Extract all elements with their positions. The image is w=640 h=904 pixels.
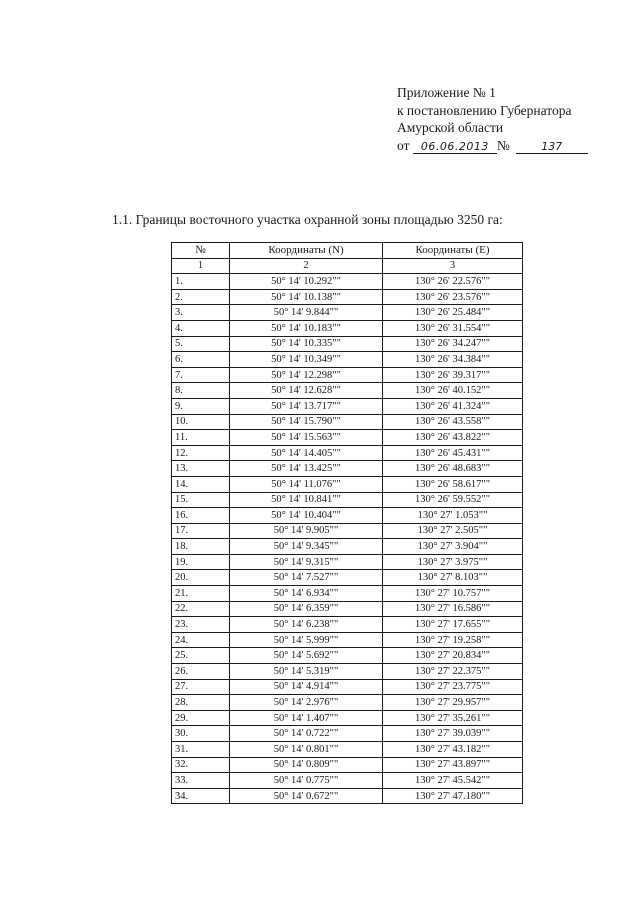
point-number-cell: 14. — [172, 476, 230, 492]
longitude-cell: 130° 27' 16.586"" — [383, 601, 523, 617]
point-number-cell: 24. — [172, 632, 230, 648]
table-index-row — [172, 258, 523, 274]
longitude-cell: 130° 27' 2.505"" — [383, 523, 523, 539]
longitude-cell: 130° 27' 47.180"" — [383, 788, 523, 804]
table-body — [172, 274, 523, 804]
point-number-cell: 12. — [172, 445, 230, 461]
latitude-cell: 50° 14' 15.563"" — [230, 430, 383, 446]
longitude-cell: 130° 26' 43.558"" — [383, 414, 523, 430]
longitude-cell: 130° 26' 45.431"" — [383, 445, 523, 461]
table-row — [172, 274, 523, 290]
latitude-cell: 50° 14' 0.801"" — [230, 742, 383, 758]
appendix-header — [397, 84, 588, 154]
table-row — [172, 430, 523, 446]
point-number-cell: 2. — [172, 289, 230, 305]
latitude-cell: 50° 14' 6.359"" — [230, 601, 383, 617]
latitude-cell: 50° 14' 0.722"" — [230, 726, 383, 742]
longitude-cell: 130° 27' 17.655"" — [383, 617, 523, 633]
latitude-cell: 50° 14' 11.076"" — [230, 476, 383, 492]
table-row — [172, 383, 523, 399]
table-row — [172, 788, 523, 804]
longitude-cell: 130° 27' 35.261"" — [383, 710, 523, 726]
section-caption: 1.1. Границы восточного участка охранной зоны площадью 3250 га: — [112, 212, 503, 227]
point-number-cell: 19. — [172, 554, 230, 570]
longitude-cell: 130° 27' 10.757"" — [383, 586, 523, 602]
latitude-cell: 50° 14' 5.999"" — [230, 632, 383, 648]
longitude-cell: 130° 26' 58.617"" — [383, 476, 523, 492]
index-cell: 1 — [172, 258, 230, 274]
column-header-north: Координаты (N) — [230, 243, 383, 259]
longitude-cell: 130° 27' 23.775"" — [383, 679, 523, 695]
table-header-row — [172, 243, 523, 259]
appendix-title: Приложение № 1 — [397, 85, 496, 100]
appendix-date-line — [397, 137, 588, 155]
point-number-cell: 8. — [172, 383, 230, 399]
table-row — [172, 445, 523, 461]
table-row — [172, 305, 523, 321]
table-row — [172, 523, 523, 539]
latitude-cell: 50° 14' 10.841"" — [230, 492, 383, 508]
table-row — [172, 773, 523, 789]
longitude-cell: 130° 27' 19.258"" — [383, 632, 523, 648]
table-row — [172, 398, 523, 414]
latitude-cell: 50° 14' 13.425"" — [230, 461, 383, 477]
handwritten-date: 06.06.2013 — [413, 140, 497, 154]
table-row — [172, 586, 523, 602]
point-number-cell: 17. — [172, 523, 230, 539]
point-number-cell: 30. — [172, 726, 230, 742]
table-row — [172, 570, 523, 586]
longitude-cell: 130° 27' 3.904"" — [383, 539, 523, 555]
table-row — [172, 742, 523, 758]
point-number-cell: 29. — [172, 710, 230, 726]
table-row — [172, 320, 523, 336]
latitude-cell: 50° 14' 9.345"" — [230, 539, 383, 555]
latitude-cell: 50° 14' 6.934"" — [230, 586, 383, 602]
point-number-cell: 13. — [172, 461, 230, 477]
date-prefix: от — [397, 137, 410, 153]
latitude-cell: 50° 14' 10.292"" — [230, 274, 383, 290]
table-row — [172, 476, 523, 492]
latitude-cell: 50° 14' 0.775"" — [230, 773, 383, 789]
longitude-cell: 130° 27' 45.542"" — [383, 773, 523, 789]
point-number-cell: 20. — [172, 570, 230, 586]
longitude-cell: 130° 26' 48.683"" — [383, 461, 523, 477]
longitude-cell: 130° 26' 41.324"" — [383, 398, 523, 414]
point-number-cell: 25. — [172, 648, 230, 664]
table-row — [172, 492, 523, 508]
longitude-cell: 130° 27' 39.039"" — [383, 726, 523, 742]
longitude-cell: 130° 26' 25.484"" — [383, 305, 523, 321]
table-row — [172, 367, 523, 383]
latitude-cell: 50° 14' 15.790"" — [230, 414, 383, 430]
point-number-cell: 33. — [172, 773, 230, 789]
appendix-resolution-line: к постановлению Губернатора — [397, 102, 572, 118]
table-row — [172, 679, 523, 695]
latitude-cell: 50° 14' 0.809"" — [230, 757, 383, 773]
index-cell: 3 — [383, 258, 523, 274]
longitude-cell: 130° 26' 59.552"" — [383, 492, 523, 508]
point-number-cell: 6. — [172, 352, 230, 368]
latitude-cell: 50° 14' 5.319"" — [230, 664, 383, 680]
table-row — [172, 554, 523, 570]
point-number-cell: 31. — [172, 742, 230, 758]
point-number-cell: 18. — [172, 539, 230, 555]
table-row — [172, 289, 523, 305]
longitude-cell: 130° 27' 29.957"" — [383, 695, 523, 711]
longitude-cell: 130° 27' 1.053"" — [383, 508, 523, 524]
latitude-cell: 50° 14' 0.672"" — [230, 788, 383, 804]
point-number-cell: 16. — [172, 508, 230, 524]
point-number-cell: 15. — [172, 492, 230, 508]
point-number-cell: 11. — [172, 430, 230, 446]
longitude-cell: 130° 27' 8.103"" — [383, 570, 523, 586]
latitude-cell: 50° 14' 10.349"" — [230, 352, 383, 368]
latitude-cell: 50° 14' 10.404"" — [230, 508, 383, 524]
point-number-cell: 27. — [172, 679, 230, 695]
table-row — [172, 414, 523, 430]
table-row — [172, 352, 523, 368]
longitude-cell: 130° 26' 39.317"" — [383, 367, 523, 383]
latitude-cell: 50° 14' 13.717"" — [230, 398, 383, 414]
longitude-cell: 130° 27' 22.375"" — [383, 664, 523, 680]
longitude-cell: 130° 27' 20.834"" — [383, 648, 523, 664]
table-row — [172, 508, 523, 524]
table-row — [172, 601, 523, 617]
longitude-cell: 130° 26' 23.576"" — [383, 289, 523, 305]
longitude-cell: 130° 26' 43.822"" — [383, 430, 523, 446]
point-number-cell: 4. — [172, 320, 230, 336]
latitude-cell: 50° 14' 5.692"" — [230, 648, 383, 664]
latitude-cell: 50° 14' 14.405"" — [230, 445, 383, 461]
appendix-region-line: Амурской области — [397, 120, 504, 135]
latitude-cell: 50° 14' 7.527"" — [230, 570, 383, 586]
latitude-cell: 50° 14' 2.976"" — [230, 695, 383, 711]
longitude-cell: 130° 26' 34.247"" — [383, 336, 523, 352]
point-number-cell: 1. — [172, 274, 230, 290]
point-number-cell: 7. — [172, 367, 230, 383]
latitude-cell: 50° 14' 4.914"" — [230, 679, 383, 695]
longitude-cell: 130° 26' 31.554"" — [383, 320, 523, 336]
latitude-cell: 50° 14' 9.844"" — [230, 305, 383, 321]
longitude-cell: 130° 27' 43.897"" — [383, 757, 523, 773]
longitude-cell: 130° 27' 43.182"" — [383, 742, 523, 758]
table-row — [172, 539, 523, 555]
latitude-cell: 50° 14' 9.315"" — [230, 554, 383, 570]
coordinates-table — [171, 242, 523, 804]
column-header-east: Координаты (E) — [383, 243, 523, 259]
latitude-cell: 50° 14' 1.407"" — [230, 710, 383, 726]
latitude-cell: 50° 14' 10.138"" — [230, 289, 383, 305]
index-cell: 2 — [230, 258, 383, 274]
table-row — [172, 461, 523, 477]
latitude-cell: 50° 14' 12.298"" — [230, 367, 383, 383]
latitude-cell: 50° 14' 9.905"" — [230, 523, 383, 539]
longitude-cell: 130° 26' 40.152"" — [383, 383, 523, 399]
latitude-cell: 50° 14' 10.183"" — [230, 320, 383, 336]
table-row — [172, 710, 523, 726]
handwritten-number: 137 — [516, 140, 588, 154]
table-row — [172, 648, 523, 664]
table-row — [172, 632, 523, 648]
point-number-cell: 22. — [172, 601, 230, 617]
point-number-cell: 23. — [172, 617, 230, 633]
point-number-cell: 9. — [172, 398, 230, 414]
point-number-cell: 5. — [172, 336, 230, 352]
table-row — [172, 757, 523, 773]
longitude-cell: 130° 26' 22.576"" — [383, 274, 523, 290]
latitude-cell: 50° 14' 10.335"" — [230, 336, 383, 352]
latitude-cell: 50° 14' 6.238"" — [230, 617, 383, 633]
point-number-cell: 3. — [172, 305, 230, 321]
point-number-cell: 28. — [172, 695, 230, 711]
column-header-number: № — [172, 243, 230, 259]
table-row — [172, 664, 523, 680]
point-number-cell: 34. — [172, 788, 230, 804]
point-number-cell: 10. — [172, 414, 230, 430]
point-number-cell: 26. — [172, 664, 230, 680]
latitude-cell: 50° 14' 12.628"" — [230, 383, 383, 399]
longitude-cell: 130° 27' 3.975"" — [383, 554, 523, 570]
table-row — [172, 695, 523, 711]
point-number-cell: 32. — [172, 757, 230, 773]
table-row — [172, 336, 523, 352]
table-row — [172, 617, 523, 633]
table-row — [172, 726, 523, 742]
number-sign: № — [496, 137, 510, 153]
longitude-cell: 130° 26' 34.384"" — [383, 352, 523, 368]
point-number-cell: 21. — [172, 586, 230, 602]
